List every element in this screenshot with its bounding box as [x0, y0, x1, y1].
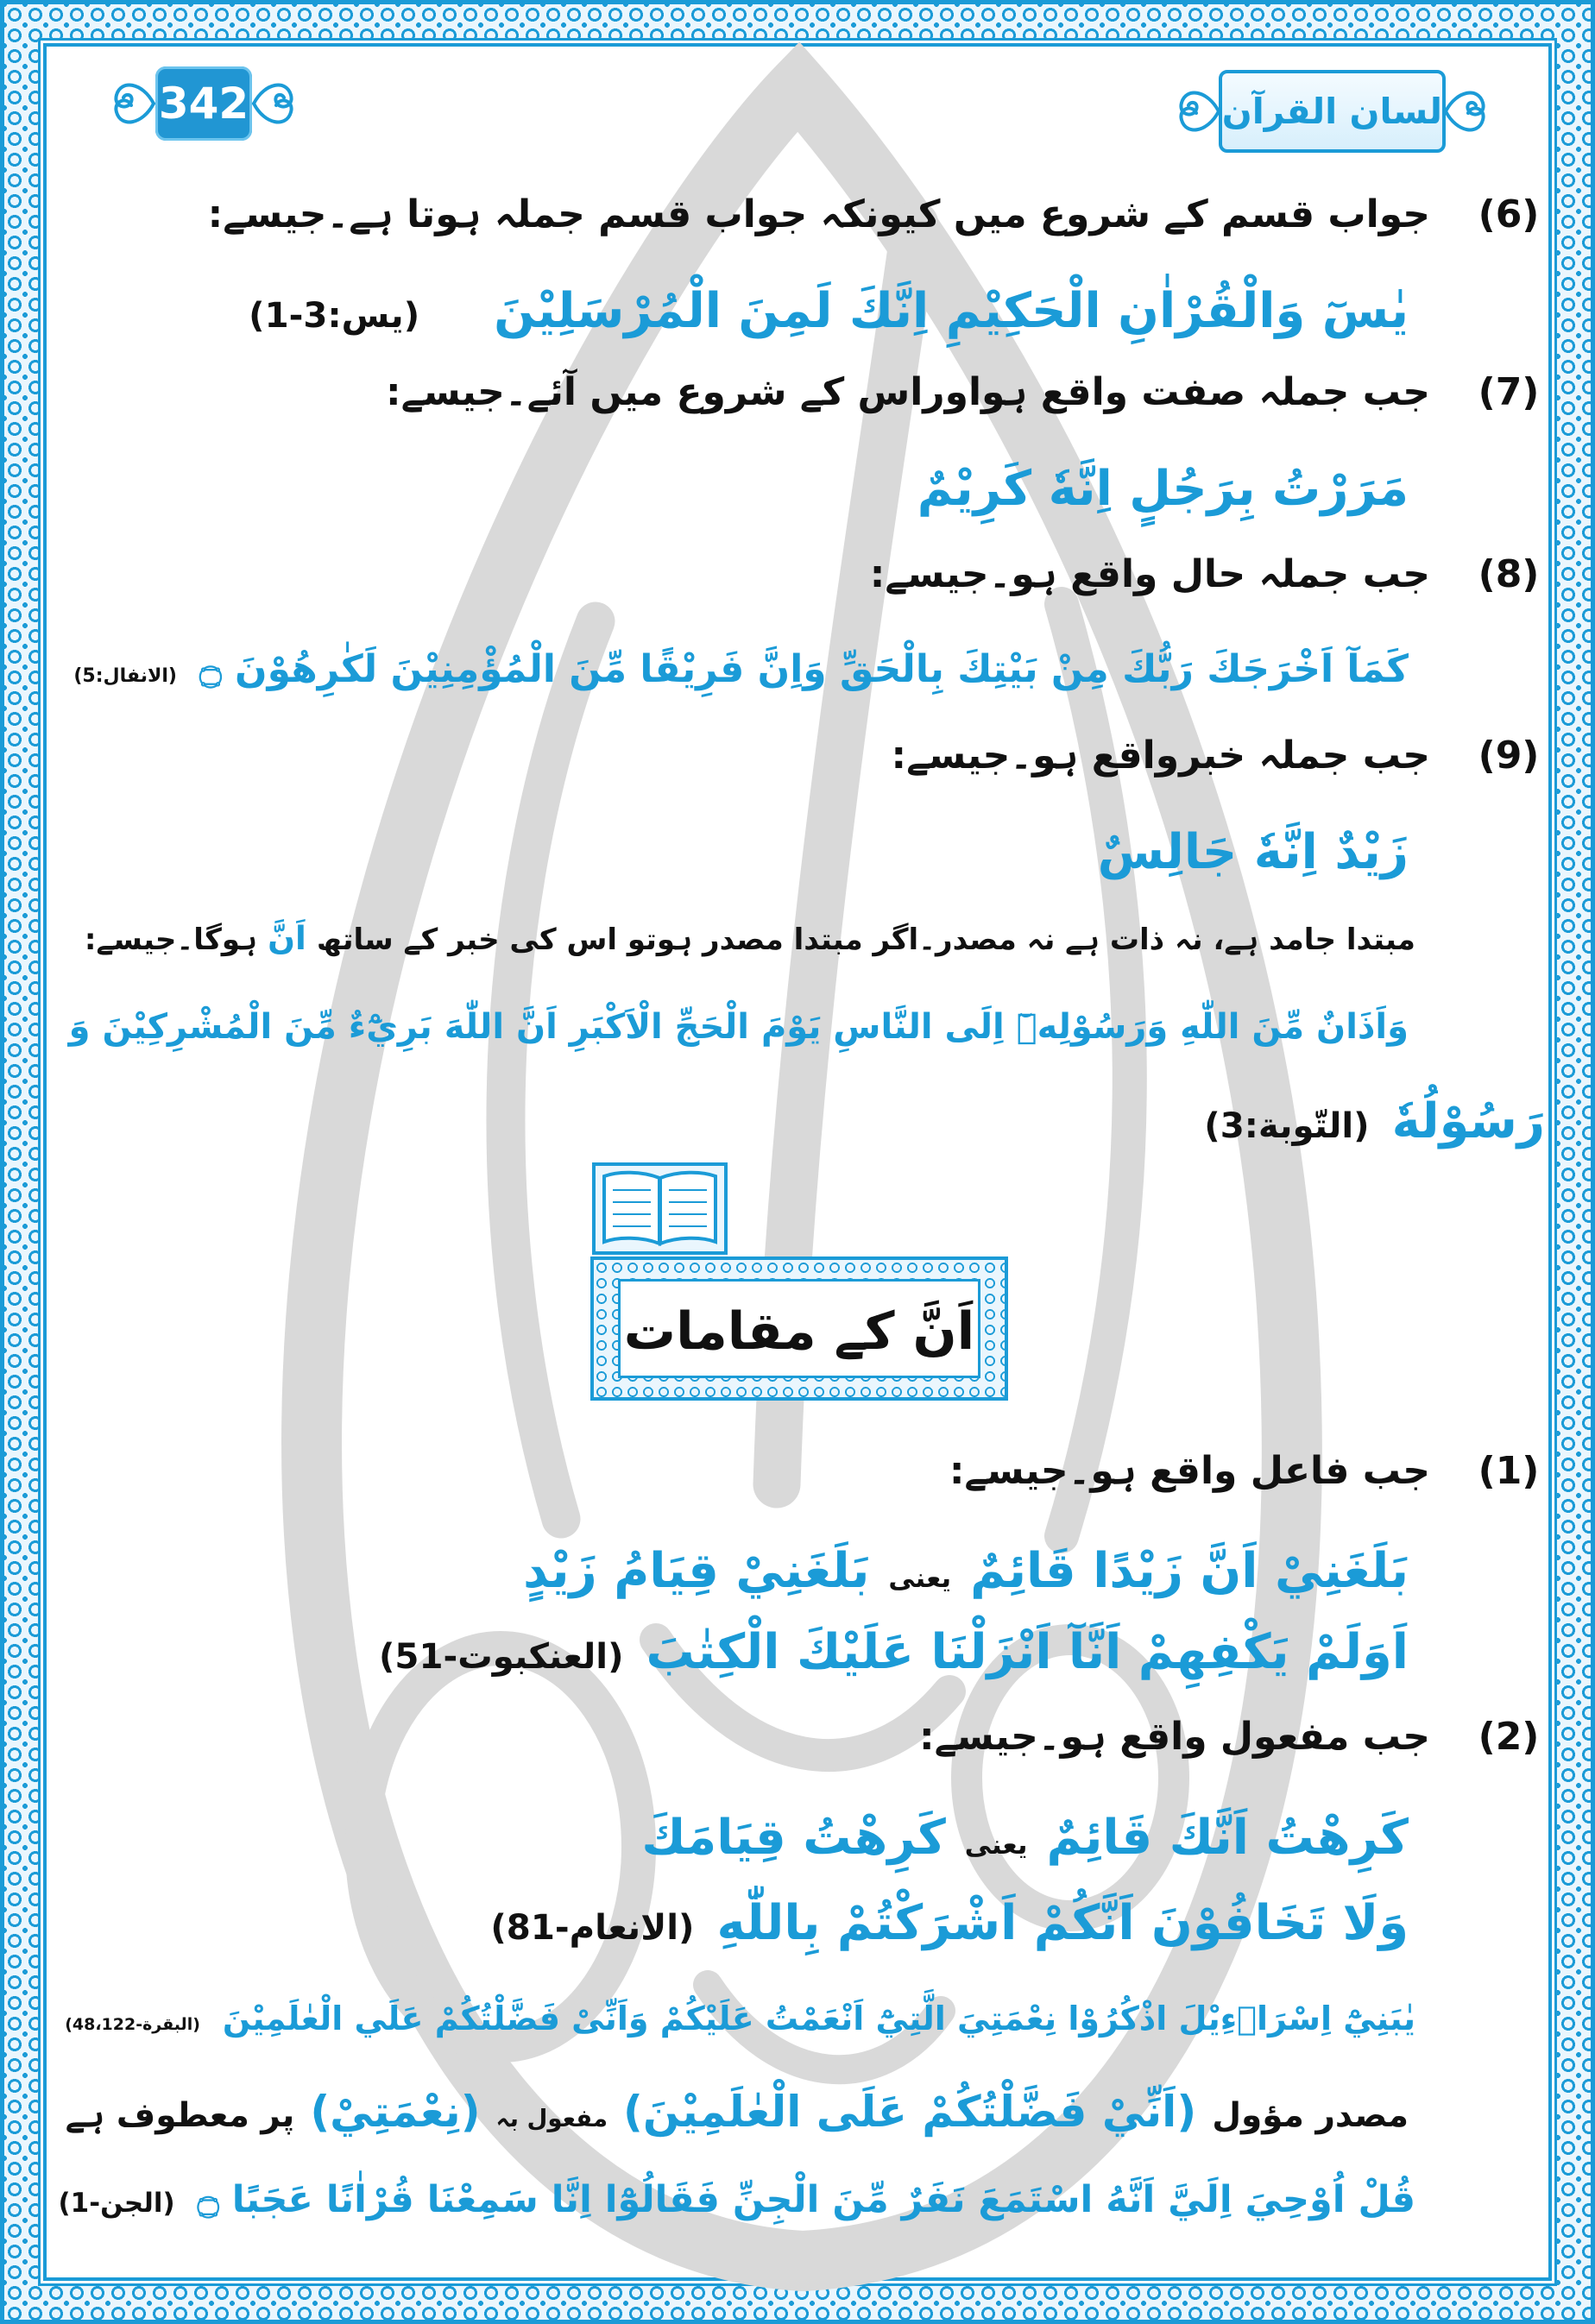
verse-reference: (العنکبوت-51) — [378, 1636, 624, 1677]
quran-example — [52, 2160, 1415, 2239]
item-text-content: جب جملہ خبرواقع ہو۔جیسے: — [891, 734, 1430, 778]
quran-example — [52, 1613, 1409, 1692]
page-number-badge: 342 — [155, 66, 252, 141]
arabic-text: مَرَرْتُ بِرَجُلٍ اِنَّهٗ كَرِيْمٌ — [917, 461, 1409, 517]
quran-example — [52, 1979, 1415, 2058]
arabic-equivalent: كَرِهْتُ قِيَامَكَ — [641, 1810, 946, 1866]
item-text — [52, 1707, 1430, 1767]
arabic-text: كَرِهْتُ اَنَّكَ قَائِمٌ — [1046, 1810, 1409, 1866]
arabic-text: اَوَلَمْ يَكْفِهِمْ اَنَّآ اَنْزَلْنَا عَلَيْكَ الْكِتٰبَ — [646, 1624, 1409, 1680]
arabic-text: كَمَآ اَخْرَجَكَ رَبُّكَ مِنْ بَيْتِكَ بِالْحَقِّ وَاِنَّ فَرِيْقًا مِّنَ الْمُؤْمِنِيْنَ لَكٰرِهُوْنَ ۝ — [199, 647, 1409, 691]
item-number: (7) — [1478, 370, 1540, 414]
note-text: ہوگا۔جیسے: — [84, 923, 258, 957]
note-tail: پر معطوف ہے — [65, 2096, 295, 2135]
item-text-content: جواب قسم کے شروع میں کیونکہ جواب قسم جملہ ہوتا ہے۔جیسے: — [207, 192, 1430, 236]
arabic-text: بَلَغَنِيْ اَنَّ زَيْدًا قَائِمٌ — [970, 1543, 1409, 1599]
item-text-content: جب جملہ حال واقع ہو۔جیسے: — [869, 552, 1430, 596]
quran-example — [52, 1884, 1409, 1963]
item-text-content: جب مفعول واقع ہو۔جیسے: — [918, 1715, 1430, 1759]
arabic-text: يٰسٓ وَالْقُرْاٰنِ الْحَكِيْمِ اِنَّكَ لَمِنَ الْمُرْسَلِيْنَ — [494, 283, 1409, 339]
item-number: (1) — [1478, 1449, 1540, 1493]
explanation-note — [52, 908, 1415, 968]
arabic-example — [52, 1798, 1409, 1878]
item-text — [52, 362, 1430, 423]
item-text-content: جب فاعل واقع ہو۔جیسے: — [949, 1449, 1430, 1493]
verse-reference: (الجن-1) — [58, 2188, 175, 2219]
quran-example — [52, 272, 1409, 351]
arabic-example — [52, 450, 1409, 529]
connector-word: یعنی — [964, 1830, 1028, 1861]
note-label: مصدر مؤول — [1212, 2096, 1409, 2135]
quran-example-continuation — [52, 1082, 1545, 1162]
quran-example — [52, 630, 1409, 709]
arabic-example — [52, 1532, 1409, 1611]
arabic-text: يٰبَنِيْٓ اِسْرَاۗءِيْلَ اذْكُرُوْا نِعْمَتِيَ الَّتِيْٓ اَنْعَمْتُ عَلَيْكُمْ وَاَنِّىْ فَضَّلْتُكُمْ عَلَي الْعٰلَمِيْنَ — [222, 2000, 1415, 2037]
arabic-text: وَاَذَانٌ مِّنَ اللّٰهِ وَرَسُوْلِهٖٓ اِلَى النَّاسِ يَوْمَ الْحَجِّ الْاَكْبَرِ اَنَّ اللّٰهَ بَرِيْٓءٌ مِّنَ الْمُشْرِكِيْنَ وَ — [68, 1007, 1409, 1047]
verse-reference: (یس:3-1) — [249, 295, 420, 336]
arabic-text: وَلَا تَخَافُوْنَ اَنَّكُمْ اَشْرَكْتُمْ بِاللّٰهِ — [716, 1895, 1409, 1951]
verse-reference: (البقرة-48،122) — [65, 2015, 200, 2034]
arabic-text: قُلْ اُوْحِيَ اِلَيَّ اَنَّهُ اسْتَمَعَ نَفَرٌ مِّنَ الْجِنِّ فَقَالُوْٓا اِنَّا سَمِعْنَا قُرْاٰنًا عَجَبًا ۝ — [197, 2178, 1415, 2221]
item-text — [52, 545, 1430, 605]
item-number: (9) — [1478, 734, 1540, 778]
item-number: (2) — [1478, 1715, 1540, 1759]
arabic-phrase: (اَنِّيْ فَضَّلْتُكُمْ عَلَى الْعٰلَمِيْنَ) — [623, 2087, 1197, 2137]
arabic-text: زَيْدٌ اِنَّهٗ جَالِسٌ — [1097, 824, 1409, 880]
section-heading: اَنَّ کے مقامات — [618, 1279, 980, 1378]
connector-word: یعنی — [888, 1563, 952, 1594]
book-title: لسان القرآن — [1219, 70, 1446, 153]
item-number: (8) — [1478, 552, 1540, 596]
verse-reference: (التّوبة:3) — [1204, 1105, 1370, 1146]
item-text — [52, 185, 1430, 245]
item-number: (6) — [1478, 192, 1540, 236]
note-role: مفعول بہ — [495, 2105, 608, 2132]
item-text — [52, 726, 1430, 786]
item-text — [52, 1441, 1430, 1502]
arabic-equivalent: بَلَغَنِيْ قِيَامُ زَيْدٍ — [523, 1543, 870, 1599]
book-icon — [590, 1161, 729, 1256]
note-text: مبتدا جامد ہے، نہ ذات ہے نہ مصدر۔اگر مبتدا مصدر ہوتو اس کی خبر کے ساتھ — [316, 923, 1415, 957]
highlighted-particle: اَنَّ — [268, 919, 306, 957]
arabic-example — [52, 813, 1409, 892]
verse-reference: (الانعام-81) — [490, 1907, 695, 1948]
section-heading-frame — [590, 1256, 1008, 1401]
quran-example — [52, 987, 1409, 1067]
arabic-text: رَسُوْلُهٗ — [1391, 1093, 1545, 1149]
item-text-content: جب جملہ صفت واقع ہواوراس کے شروع میں آئے۔جیسے: — [386, 370, 1430, 414]
grammar-note — [52, 2072, 1409, 2151]
verse-reference: (الانفال:5) — [73, 665, 177, 687]
arabic-target: (نِعْمَتِيْ) — [310, 2087, 481, 2137]
